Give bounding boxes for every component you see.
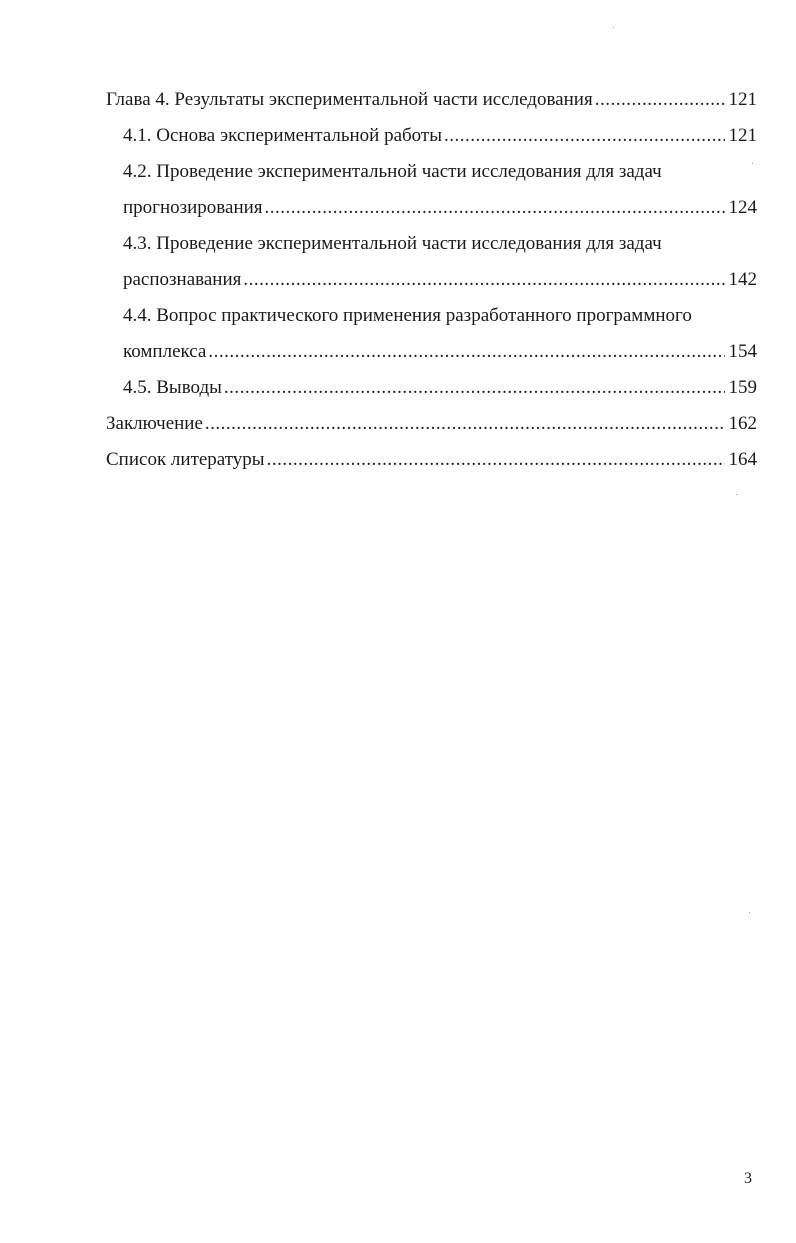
dot-leader [243, 262, 724, 298]
toc-page-number: 154 [728, 341, 757, 362]
toc-entry-title-line-1: 4.2. Проведение экспериментальной части исследования для задач [123, 161, 662, 182]
scan-speck [736, 494, 737, 495]
page-number: 3 [744, 1170, 752, 1187]
toc-entry-title: 4.5. Выводы [123, 377, 222, 398]
toc-entry-chapter-4 [106, 82, 757, 118]
dot-leader [265, 190, 725, 226]
toc-page-number: 164 [728, 449, 757, 470]
dot-leader [205, 406, 725, 442]
dot-leader [444, 118, 724, 154]
toc-entry-4-4 [106, 298, 757, 370]
table-of-contents [106, 82, 757, 478]
toc-entry-title-line-1: 4.4. Вопрос практического применения разработанного программного [123, 305, 692, 326]
toc-page-number: 162 [728, 413, 757, 434]
toc-entry-title-line-1: 4.3. Проведение экспериментальной части исследования для задач [123, 233, 662, 254]
toc-entry-title: Глава 4. Результаты экспериментальной части исследования [106, 89, 593, 110]
scan-speck [752, 163, 753, 164]
toc-entry-4-3 [106, 226, 757, 298]
toc-entry-4-5 [106, 370, 757, 406]
toc-entry-4-2 [106, 154, 757, 226]
toc-page-number: 124 [728, 197, 757, 218]
dot-leader [224, 370, 725, 406]
toc-page-number: 121 [728, 125, 757, 146]
toc-entry-4-1 [106, 118, 757, 154]
toc-entry-conclusion [106, 406, 757, 442]
dot-leader [208, 334, 724, 370]
toc-page-number: 142 [728, 269, 757, 290]
toc-entry-title: Заключение [106, 413, 203, 434]
toc-entry-references [106, 442, 757, 478]
dot-leader [595, 82, 725, 118]
toc-page-number: 159 [728, 377, 757, 398]
toc-entry-title: Список литературы [106, 449, 265, 470]
dot-leader [267, 442, 725, 478]
toc-entry-title-line-2: комплекса [123, 341, 207, 362]
scan-speck [613, 27, 614, 28]
toc-entry-title: 4.1. Основа экспериментальной работы [123, 125, 443, 146]
scan-speck [749, 912, 750, 913]
toc-page-number: 121 [728, 89, 757, 110]
toc-entry-title-line-2: распознавания [123, 269, 242, 290]
toc-entry-title-line-2: прогнозирования [123, 197, 263, 218]
